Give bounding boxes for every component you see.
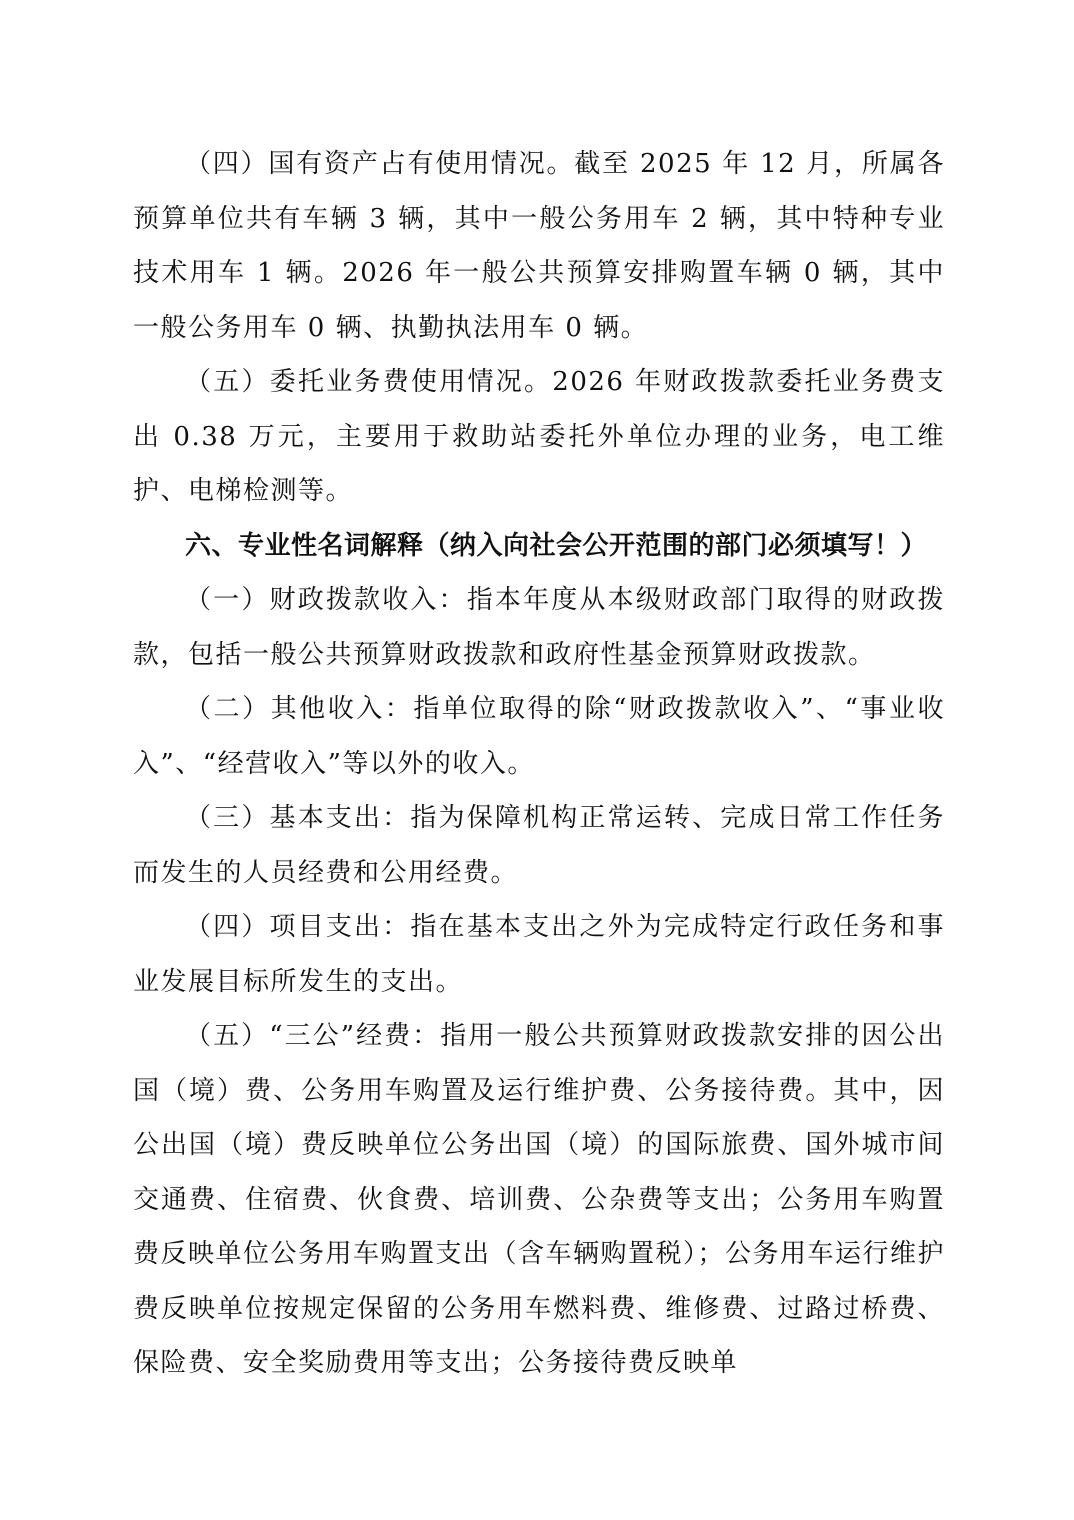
- document-body: [133, 137, 945, 1391]
- definition-basic-expenditure: （三）基本支出：指为保障机构正常运转、完成日常工作任务而发生的人员经费和公用经费。: [133, 803, 945, 888]
- paragraph-state-assets: （四）国有资产占有使用情况。截至 2025 年 12 月，所属各预算单位共有车辆 3 辆，其中一般公务用车 2 辆，其中特种专业技术用车 1 辆。2026 年一般公共预算安排购置车辆 0 辆，其中一般公务用车 0 辆、执勤执法用车 0 辆。: [133, 149, 945, 343]
- definition-other-income: （二）其他收入：指单位取得的除“财政拨款收入”、“事业收入”、“经营收入”等以外的收入。: [133, 694, 945, 779]
- definition-project-expenditure: （四）项目支出：指在基本支出之外为完成特定行政任务和事业发展目标所发生的支出。: [133, 912, 945, 997]
- definition-fiscal-appropriation-income: （一）财政拨款收入：指本年度从本级财政部门取得的财政拨款，包括一般公共预算财政拨款和政府性基金预算财政拨款。: [133, 585, 945, 670]
- paragraph-entrusted-business-fees: （五）委托业务费使用情况。2026 年财政拨款委托业务费支出 0.38 万元，主要用于救助站委托外单位办理的业务，电工维护、电梯检测等。: [133, 367, 945, 506]
- definition-three-public-expenses: （五）“三公”经费：指用一般公共预算财政拨款安排的因公出国（境）费、公务用车购置及运行维护费、公务接待费。其中，因公出国（境）费反映单位公务出国（境）的国际旅费、国外城市间交通费、住宿费、伙食费、培训费、公杂费等支出；公务用车购置费反映单位公务用车购置支出（含车辆购置税）；公务用车运行维护费反映单位按规定保留的公务用车燃料费、维修费、过路过桥费、保险费、安全奖励费用等支出；公务接待费反映单: [133, 1021, 946, 1378]
- section-heading-terminology: 六、专业性名词解释（纳入向社会公开范围的部门必须填写！）: [185, 530, 928, 561]
